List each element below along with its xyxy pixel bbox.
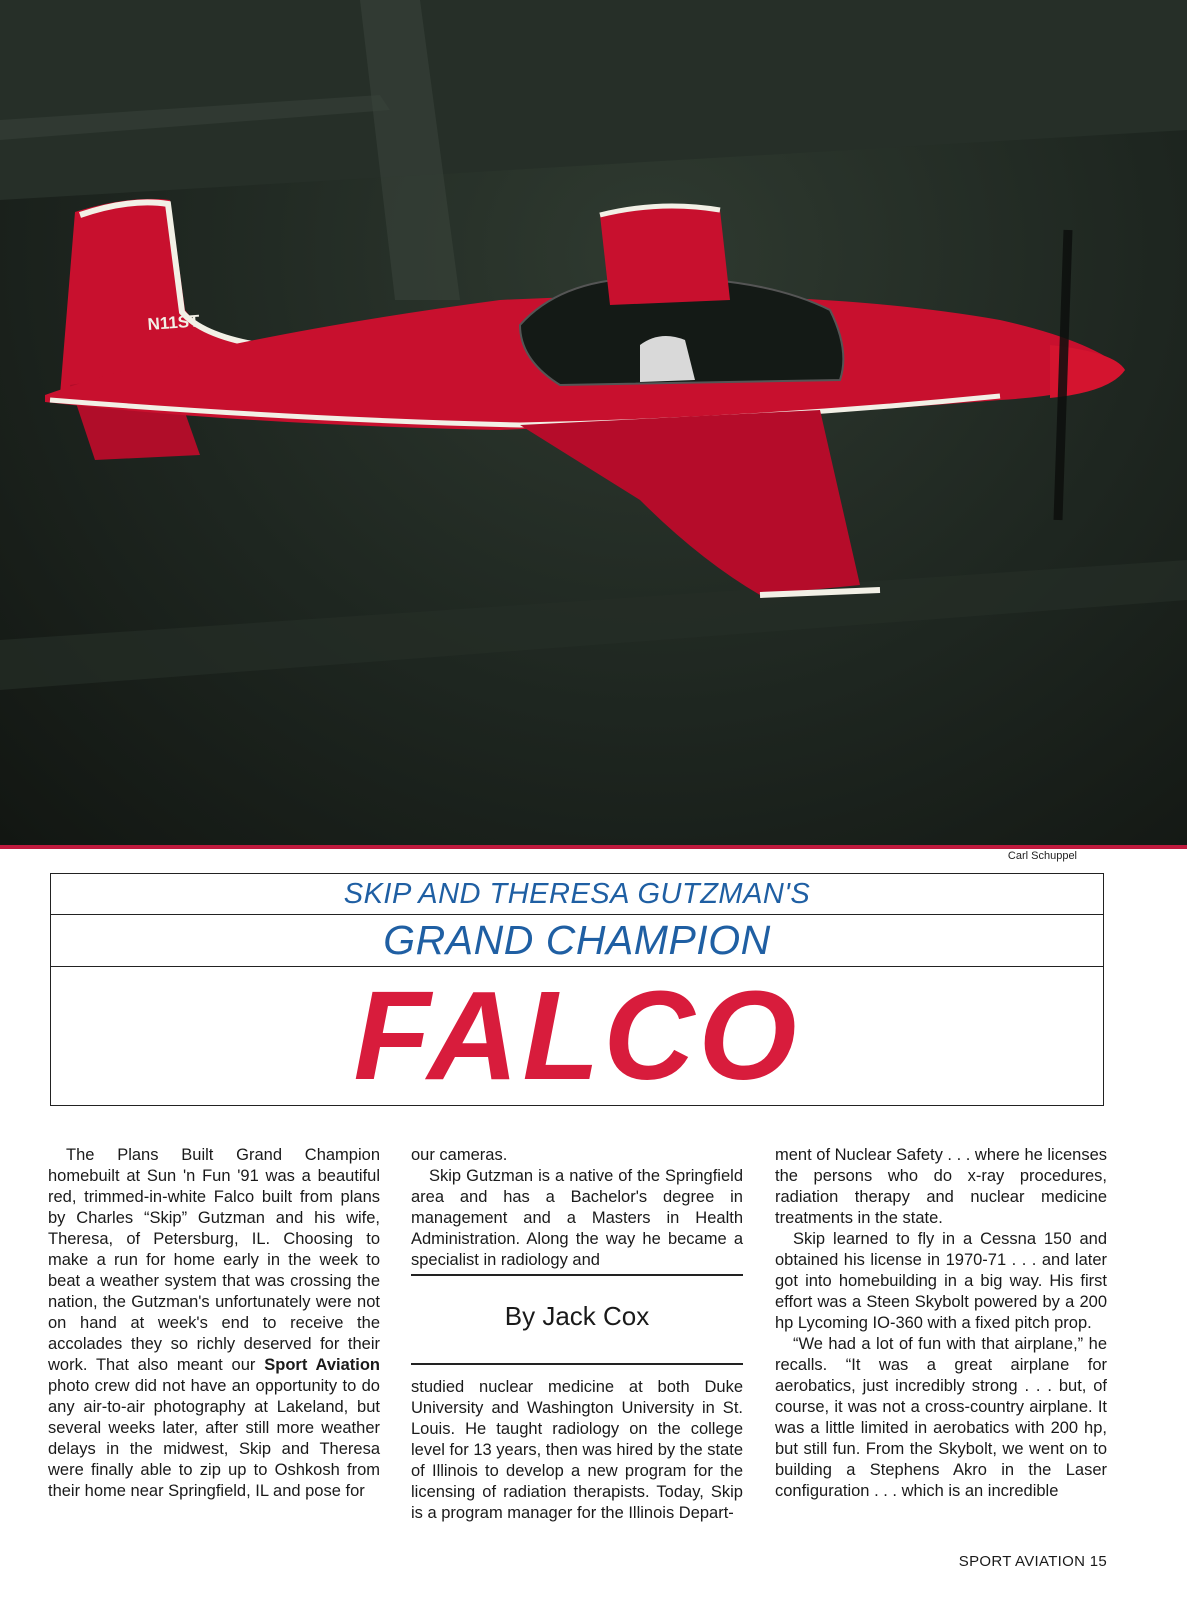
paragraph: Skip Gutzman is a native of the Springfield area and has a Bachelor's degree in management and a Masters in Health Administration. Along the way he became a specialist in radiology and <box>411 1167 743 1269</box>
text-run: The Plans Built Grand Champion homebuilt at Sun 'n Fun '91 was a beautiful red, trimmed-in-white Falco built from plans by Charles “Skip” Gutzman and his wife, Theresa, of Petersburg, IL. Choosing to make a run for home early in the week to beat a weather system that was crossing the nation, the Gutzman's unfortunately were not on hand at week's end to receive the accolades they so richly deserved for their work. That also meant our <box>48 1146 380 1374</box>
paragraph <box>48 1145 380 1502</box>
title-subhead: GRAND CHAMPION <box>51 915 1103 967</box>
photo-bottom-rule <box>0 845 1187 849</box>
byline-rule-bottom <box>411 1363 743 1365</box>
photo-credit: Carl Schuppel <box>1007 850 1077 862</box>
upper-wing <box>600 206 730 305</box>
text-run: photo crew did not have an opportunity to do any air-to-air photography at Lakeland, but several weeks later, after still more weather delays in the midwest, Skip and Theresa were finally able to zip up to Oshkosh from their home near Springfield, IL and pose for <box>48 1377 380 1500</box>
byline-rule-top <box>411 1274 743 1276</box>
paragraph: Skip learned to fly in a Cessna 150 and obtained his license in 1970-71 . . . and later got into homebuilding in a big way. His first effort was a Steen Skybolt powered by a 200 hp Lycoming IO-360 with a fixed pitch prop. <box>775 1230 1107 1332</box>
magazine-name: Sport Aviation <box>264 1356 380 1374</box>
byline: By Jack Cox <box>504 1301 650 1331</box>
article-column-3 <box>775 1145 1107 1502</box>
page-folio: SPORT AVIATION 15 <box>958 1553 1107 1570</box>
terrain-shade <box>0 0 1187 200</box>
title-block <box>50 873 1104 1106</box>
field-band <box>0 560 1187 690</box>
article-column-2-bottom <box>411 1377 743 1524</box>
paragraph: studied nuclear medicine at both Duke University and Washington University in St. Louis. He taught radiology on the college level for 13 years, then was hired by the state of Illinois to develop a new program for the licensing of radiation therapists. Today, Skip is a program manager for the Illinois Depart- <box>411 1378 744 1522</box>
article-column-1 <box>48 1145 380 1502</box>
paragraph: ment of Nuclear Safety . . . where he licenses the persons who do x-ray procedures, radiation therapy and nuclear medicine treatments in the state. <box>775 1146 1107 1227</box>
title-kicker: SKIP AND THERESA GUTZMAN'S <box>51 874 1103 915</box>
propeller <box>1058 230 1068 520</box>
registration-mark: N11ST <box>146 311 201 334</box>
lower-wing <box>520 410 860 595</box>
paragraph: our cameras. <box>411 1146 508 1164</box>
title-main: FALCO <box>353 965 801 1106</box>
paragraph: “We had a lot of fun with that airplane,” he recalls. “It was a great airplane for aerobatics, just incredibly strong . . . but, of course, it was not a cross-country airplane. It was a little limited in aerobatics with 200 hp, but still fun. From the Skybolt, we went on to building a Stephens Akro in the Laser configuration . . . which is an incredible <box>775 1335 1107 1500</box>
article-column-2-top <box>411 1145 743 1271</box>
